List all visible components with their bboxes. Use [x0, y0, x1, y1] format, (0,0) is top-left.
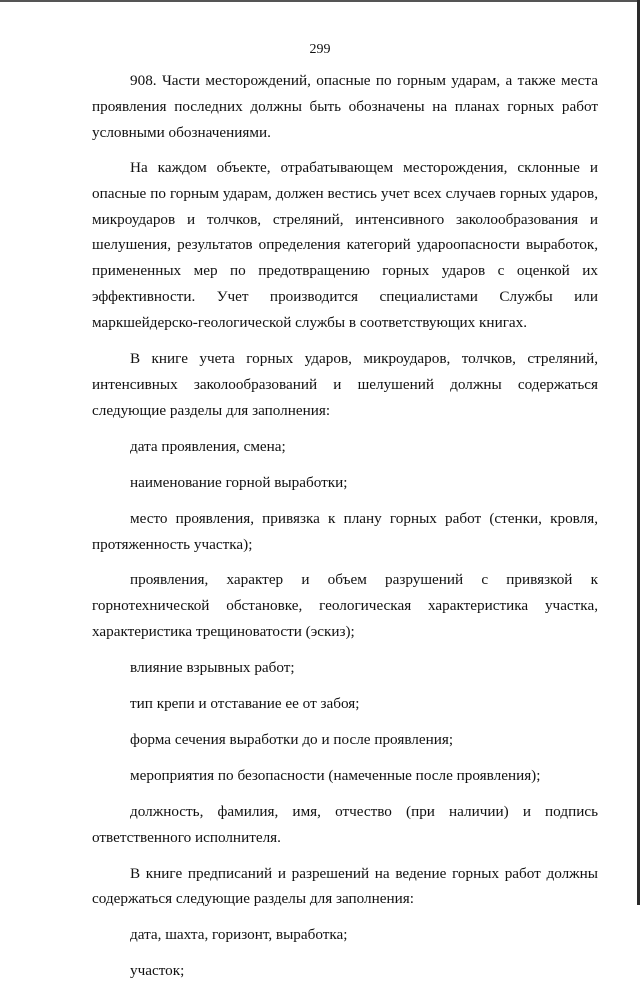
list-item: тип крепи и отставание ее от забоя; [130, 695, 360, 713]
paragraph-orders-book: В книге предписаний и разрешений на ведение горных работ должны содержаться следующие разделы для заполнения: [92, 864, 598, 908]
list-item: влияние взрывных работ; [130, 659, 295, 677]
list-item: дата проявления, смена; [130, 437, 286, 455]
paragraph-accounting: На каждом объекте, отрабатывающем месторождения, склонные и опасные по горным ударам, должен вестись учет всех случаев горных ударов, микроударов и толчков, стреляний, интенсивного заколообразования и шелушения, результатов определения категорий удароопасности выработок, примененных мер по предотвращению горных ударов с оценкой их эффективности. Учет производится специалистами Службы или маркшейдерско-геологической службы в соответствующих книгах. [92, 158, 598, 332]
list-item: форма сечения выработки до и после проявления; [130, 730, 454, 748]
page-number: 299 [309, 42, 331, 57]
document-body [92, 68, 598, 984]
list-item: наименование горной выработки; [130, 473, 348, 491]
list-item: участок; [130, 962, 185, 980]
paragraph-908: 908. Части месторождений, опасные по горным ударам, а также места проявления последних должны быть обозначены на планах горных работ условными обозначениями. [92, 72, 598, 141]
list-item: мероприятия по безопасности (намеченные после проявления); [130, 766, 541, 784]
list-item: дата, шахта, горизонт, выработка; [130, 926, 348, 944]
list-item: должность, фамилия, имя, отчество (при наличии) и подпись ответственного исполнителя. [92, 802, 598, 846]
scan-edge-top [0, 0, 640, 2]
list-item: проявления, характер и объем разрушений с привязкой к горнотехнической обстановке, геологическая характеристика участка, характеристика трещиноватости (эскиз); [92, 571, 598, 641]
paragraph-book-sections: В книге учета горных ударов, микроударов, толчков, стреляний, интенсивных заколообразований и шелушений должны содержаться следующие разделы для заполнения: [92, 350, 598, 419]
list-item: место проявления, привязка к плану горных работ (стенки, кровля, протяженность участка); [92, 509, 598, 553]
